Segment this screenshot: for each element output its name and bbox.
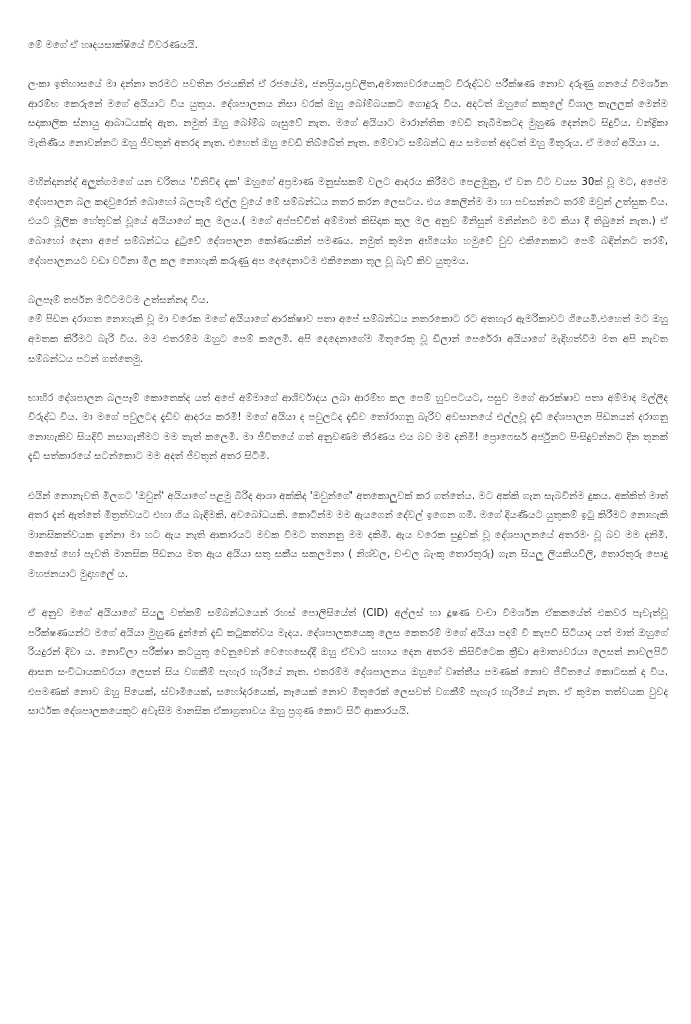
paragraph: මහින්දානන්ද් අලුත්ගමගේ යන චරිතය 'විනිවිද දැක' ඔහුගේ අප්‍රමාණ මනුස්සකම් වලට ආදරය කිරීමට පෙළඹුනු, ඒ වන විට වයස 30ක් වූ මට, අපේම දේශපාලන බල කඳවුරෙන් බොහෝ බලපෑම් එල්ල වුයේ මේ සම්බන්ධය නතර කරන ලෙසටය. එය කෙලින්ම මා හා පවසන්නට තරම් ඔවුන් උත්සුක විය. එයට මූලික හේතුවක් වූයේ අයියාගේ කුල මලය.( මගේ අප්පච්චිත් අම්මාත් කිසිදාක කුල මල අනුව මිනිසුන් මනින්නට මට කියා දී තිබුනේ නැත.) ඒ බොහෝ දෙනා අපේ සම්බන්ධය දුටුවේ දේශපාලන කෝණයකින් පමණය. නමුත් කුමන අභියෝග හමුවේ වුව එකිනෙකාට පෙම් බඳින්නට තරම්, දේශපාලනයට වඩා වටිනා මිල කල නොහැකි කරුණු අප දෙදෙනාටම එකිනෙකා තුල වූ බැව් කිව යුතුමය. [28, 177, 668, 267]
paragraph: මේ පිඩන දරාගත නොහැකි වූ මා වරෙක මගේ අයියාගේ ආරක්ෂාව පතා අපේ සම්බන්ධය නතරකොට රට අතහැර ඇමරිකාවට ගියෙමි.එහෙත් මට ඔහු අමතක කිරීමට බැරි විය. මම එතරම්ම ඔහුට පෙම් කලෙමි. අපි දෙදෙනාගේම මිතුරෙකු වූ ඩිලාන් පෙරේරා අයියාගේ මැදිහත්වීම මත අපි නැවත සම්බන්ධය පටන් ගත්තෙමු. [28, 314, 668, 365]
paragraph: භාහිර දේශපාලන බලපෑම් කොතෙක්ද යත් අපේ අම්මාගේ ආශිර්වාදය ලබා ආරම්භ කල පෙම් හුවපටයට, පසුව මගේ ආරක්ෂාව පතා අම්මාද මල්ලීද විරුද්ධ විය. මා මගේ පවුලටද දැඩිව ආදරය කරමි! මගේ අයියා ද පවුලටද දැඩිව තෝරාගනු බැරිව අවසානයේ එල්ලවූ දැඩි දේශපාලන පිඩනයන් දරාගනු නොහැකිව සියදිවි නසාගැනීමට මම තැත් කලෙමි. මා ජීවිතයේ ගත් අනුවණම තීරණය එය බව මම දනිමි! ප්‍රොෆෙසර් අර්ජුනට පිංසිදුවන්නට දින තුනක් දැඩි සත්කාරයේ සටන්කොට මම අදත් ජීවතුන් අතර සිටිමි. [28, 392, 668, 463]
document-title: මේ මගේ ඒ හෘදයසාක්ෂියේ විවරණයයි. [28, 40, 198, 51]
document-body [28, 36, 668, 741]
section-heading: බලපෑම් තර්ජන මට්ටමටම උත්සන්නද විය. [28, 294, 209, 306]
paragraph: එයින් නොනැවති මිලගට 'ඔවුන්' අයියාගේ පළමු බිරිද ආශා අක්කිද 'ඔවුන්ගේ' අතකොලුවක් කර ගත්තේය. මට අක්කි ගැන සැබවින්ම දුකය. අක්කිත් මාත් අතර දැන් ඇත්තේ මිත්‍රත්වයට එහා ගිය බැඳීමකි. අවබෝධයකි. කොටින්ම මම ඇයගෙන් දේවල් ඉගෙන ගමි. මගේ දියණියට යුතුකම් ඉටු කිරීමට නොහැකි මානසිකත්වයක ඉන්නා මා හට ඇය නැති ආකාරයට මවක විමට තතනනු මම දකිමි. ඇය වරෙක සුදුවක් වූ දේශපාලනයේ අතරමං වූ බව මම දනිමි. කෙසේ හෝ පැවති මානසික පිඩනය මත ඇය අයියා සතු සකීය සකලමනා ( නිශ්චල, චංචල බැංකු තොරතුරු) ගැන සියලු ලියකියවිලි, තොරතුරු පොදු මහජනයාට මුදාහලේ ය. [28, 490, 668, 581]
paragraph: ඒ අනුව මගේ අයියාගේ සියලු වත්කම් සම්බන්ධයෙන් රහස් පොලිසියේත් (CID) අල්ලස් හා දූෂණ වංචා විමර්ශන ඒකකයේත් එකවර පැවැත්වූ පරීක්ෂණයන්ට මගේ අයියා මුහුණ දුන්නේ දැඩි කටුකත්වය මැදය. දේශපාලකයෙකු ලෙස කෙතරම් මගේ අයියා පදම් වී කැපවී සිටියාද යත් මාත් ඔහුගේ රියදුරන් දිවා ය. නොවිලා පරීක්ෂා කටයුතු වෙනුවෙන් වෙහෙසෙද්දී ඔහු ඒවාට සහාය දෙන අතරම කිසිවිටෙක ක්‍රීඩා අමාත්‍යවරයා ලෙසත් නාවලපිටි ආසන සංවිධායකවරයා ලෙසත් සිය වගකීම් පැහැර හැරියේ නැත. එතරම්ම දේශපාලනය ඔහුගේ වෘත්තීය පමණක් නොව ජීවිතයේ කොටසක් ද විය. එපමණක් නොව ඔහු පියෙක්, ස්වාමියෙක්, සහෝදරයෙක්, නෑයෙක් නොව මිතුරෙක් ලෙසවත් වගකීම් පැහැර හැරියේ නැත. ඒ කුමන තත්වයක වුවද සාර්ථක දේශපාලකයෙකුට අවැසිම මානසික ඒකාග්‍රතාවය ඔහු ප්‍රගුණ කොට සිටි ආකාරයයි. [28, 608, 668, 718]
paragraph: ලංකා ඉතිහාසයේ මා දන්නා තරමට පවතින රජයකින් ඒ රජයේම, ජනප්‍රිය,ප්‍රවලිත,අමාත්‍යවරයෙකුට විරුද්ධව පරීක්ෂණ නොව දරුණු ගනයේ විමර්ශන ආරම්භ කෙරුනේ මගේ අයියාට විය යුතුය. දේශපාලනය නිසා වරක් ඔහු බෝම්බයකට ගොදුරු විය. අදටත් ඔහුගේ කකුලේ විශාල කැලලක් මෙන්ම සදාකාලික ස්නායු ආබාධයක්ද ඇත. නමුත් ඔහු බෝම්බ ගැසුවේ නැත. මගේ අයියාට මාරාන්තික වෙඩි තැබීමකටද මුහුණ දෙන්නට සිදුවිය. චන්ද්‍රිකා මැතිණිය නොවන්නට ඔහු ජීවතුන් අතරද නැත. එහෙත් ඔහු වෙඩි තිබ්බේත් නැත. මේවාට සම්බන්ධ අය සමගත් අදටත් ඔහු මිතුරුය. ඒ මගේ අයියා ය. [28, 79, 668, 149]
